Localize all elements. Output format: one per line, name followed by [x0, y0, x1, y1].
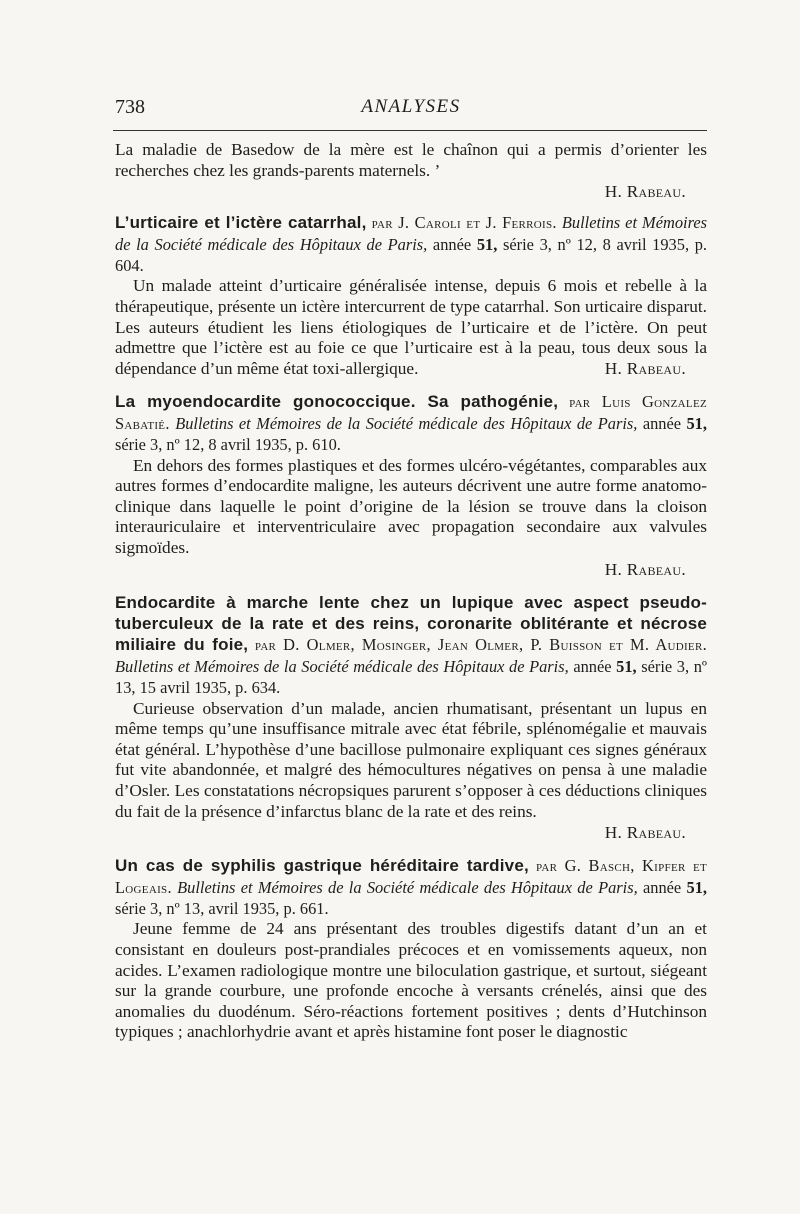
article-year-label: année	[642, 413, 682, 433]
article-body: Curieuse observation d’un malade, ancien rhumatisant, présentant un lupus en même temps qu’une insuffisance mitrale avec état fébrile, splénomégalie et mauvais état général. L’hypothèse d’une bacillose pulmonaire expliquant ces signes généraux fut vite abandonnée, et malgré des hémocultures négatives on pensa à une maladie d’Osler. Les constatations nécropsiques parurent s’opposer à ces déductions cliniques du fait de la présence d’infarctus blanc de la rate et des reins.	[115, 698, 707, 821]
article-authors: par G. Basch, Kipfer et Logeais.	[115, 856, 708, 897]
article-journal: Bulletins et Mémoires de la Société médicale des Hôpitaux de Paris,	[177, 877, 638, 897]
article-title: Endocardite à marche lente chez un lupique avec aspect pseudo-tuberculeux de la rate et des reins, coronarite oblitérante et nécrose miliaire du foie,	[115, 592, 707, 655]
article-journal: Bulletins et Mémoires de la Société médicale des Hôpitaux de Paris,	[115, 213, 707, 254]
article-title: Un cas de syphilis gastrique héréditaire tardive,	[115, 856, 529, 876]
article-body: Un malade atteint d’urticaire généralisée intense, depuis 6 mois et rebelle à la thérapeutique, présente un ictère intercurrent de type catarrhal. Son urticaire disparut. Les auteurs étudient les liens étiologiques de l’urticaire et de l’ictère. On peut admettre que l’ictère est au foie ce que l’urticaire est à la peau, tous deux sous la dépendance d’un même état toxi-allergique.	[115, 276, 707, 378]
article-heading	[115, 855, 707, 919]
running-title: ANALYSES	[361, 96, 461, 117]
page-number: 738	[115, 96, 145, 118]
article-issue: série 3, nº 12, 8 avril 1935, p. 604.	[115, 234, 707, 275]
article-journal: Bulletins et Mémoires de la Société médicale des Hôpitaux de Paris,	[175, 413, 638, 433]
article-1	[115, 212, 707, 379]
article-body: En dehors des formes plastiques et des formes ulcéro-végétantes, comparables aux autres formes d’endocardite maligne, les auteurs décrivent une autre forme anatomo-clinique dans laquelle le point d’origine de la lésion se trouve dans la cloison interauriculaire et interventriculaire avec propagation secondaire aux valvules sigmoïdes.	[115, 455, 707, 557]
article-authors: par D. Olmer, Mosinger, Jean Olmer, P. Buisson et M. Audier.	[254, 635, 707, 655]
article-journal: Bulletins et Mémoires de la Société médicale des Hôpitaux de Paris,	[115, 656, 569, 676]
article-year-number: 51,	[686, 413, 707, 433]
article-year-label: année	[573, 656, 612, 676]
intro-signature: H. Rabeau.	[604, 182, 686, 202]
article-title: La myoendocardite gonococcique. Sa pathogénie,	[115, 392, 559, 412]
intro-block	[115, 140, 707, 202]
article-heading	[115, 391, 707, 455]
article-2	[115, 391, 707, 579]
article-signature: H. Rabeau.	[604, 559, 686, 579]
article-signature: H. Rabeau.	[604, 359, 686, 379]
article-body: Jeune femme de 24 ans présentant des troubles digestifs datant d’un an et consistant en douleurs post-prandiales précoces et en vomissements aqueux, non acides. L’examen radiologique montre une biloculation gastrique, et surtout, siégeant sur la grande courbure, une profonde encoche à versants crénelés, ainsi que des anomalies du duodénum. Séro-réactions fortement positives ; dents d’Hutchinson typiques ; anachlorhydrie avant et après histamine font poser le diagnostic	[115, 919, 707, 1042]
article-year-number: 51,	[686, 877, 707, 897]
article-issue: série 3, nº 13, avril 1935, p. 661.	[115, 898, 329, 918]
article-issue: série 3, nº 12, 8 avril 1935, p. 610.	[115, 435, 341, 455]
article-authors: par J. Caroli et J. Ferrois.	[371, 213, 557, 233]
article-issue: série 3, nº 13, 15 avril 1935, p. 634.	[115, 656, 707, 698]
article-heading	[115, 212, 707, 276]
article-4	[115, 855, 707, 1043]
article-year-number: 51,	[616, 656, 637, 676]
header-rule	[113, 130, 707, 131]
page-content	[115, 140, 707, 1043]
article-year-label: année	[432, 234, 472, 254]
article-authors: par Luis Gonzalez Sabatié.	[115, 392, 707, 433]
article-year-label: année	[642, 877, 682, 897]
page-header	[115, 96, 707, 126]
article-year-number: 51,	[476, 234, 498, 254]
article-3	[115, 592, 707, 844]
article-title: L’urticaire et l’ictère catarrhal,	[115, 213, 367, 233]
article-heading	[115, 592, 707, 699]
intro-paragraph: La maladie de Basedow de la mère est le chaînon qui a permis d’orienter les recherches chez les grands-parents maternels. ’	[115, 140, 707, 180]
article-signature: H. Rabeau.	[604, 823, 686, 843]
